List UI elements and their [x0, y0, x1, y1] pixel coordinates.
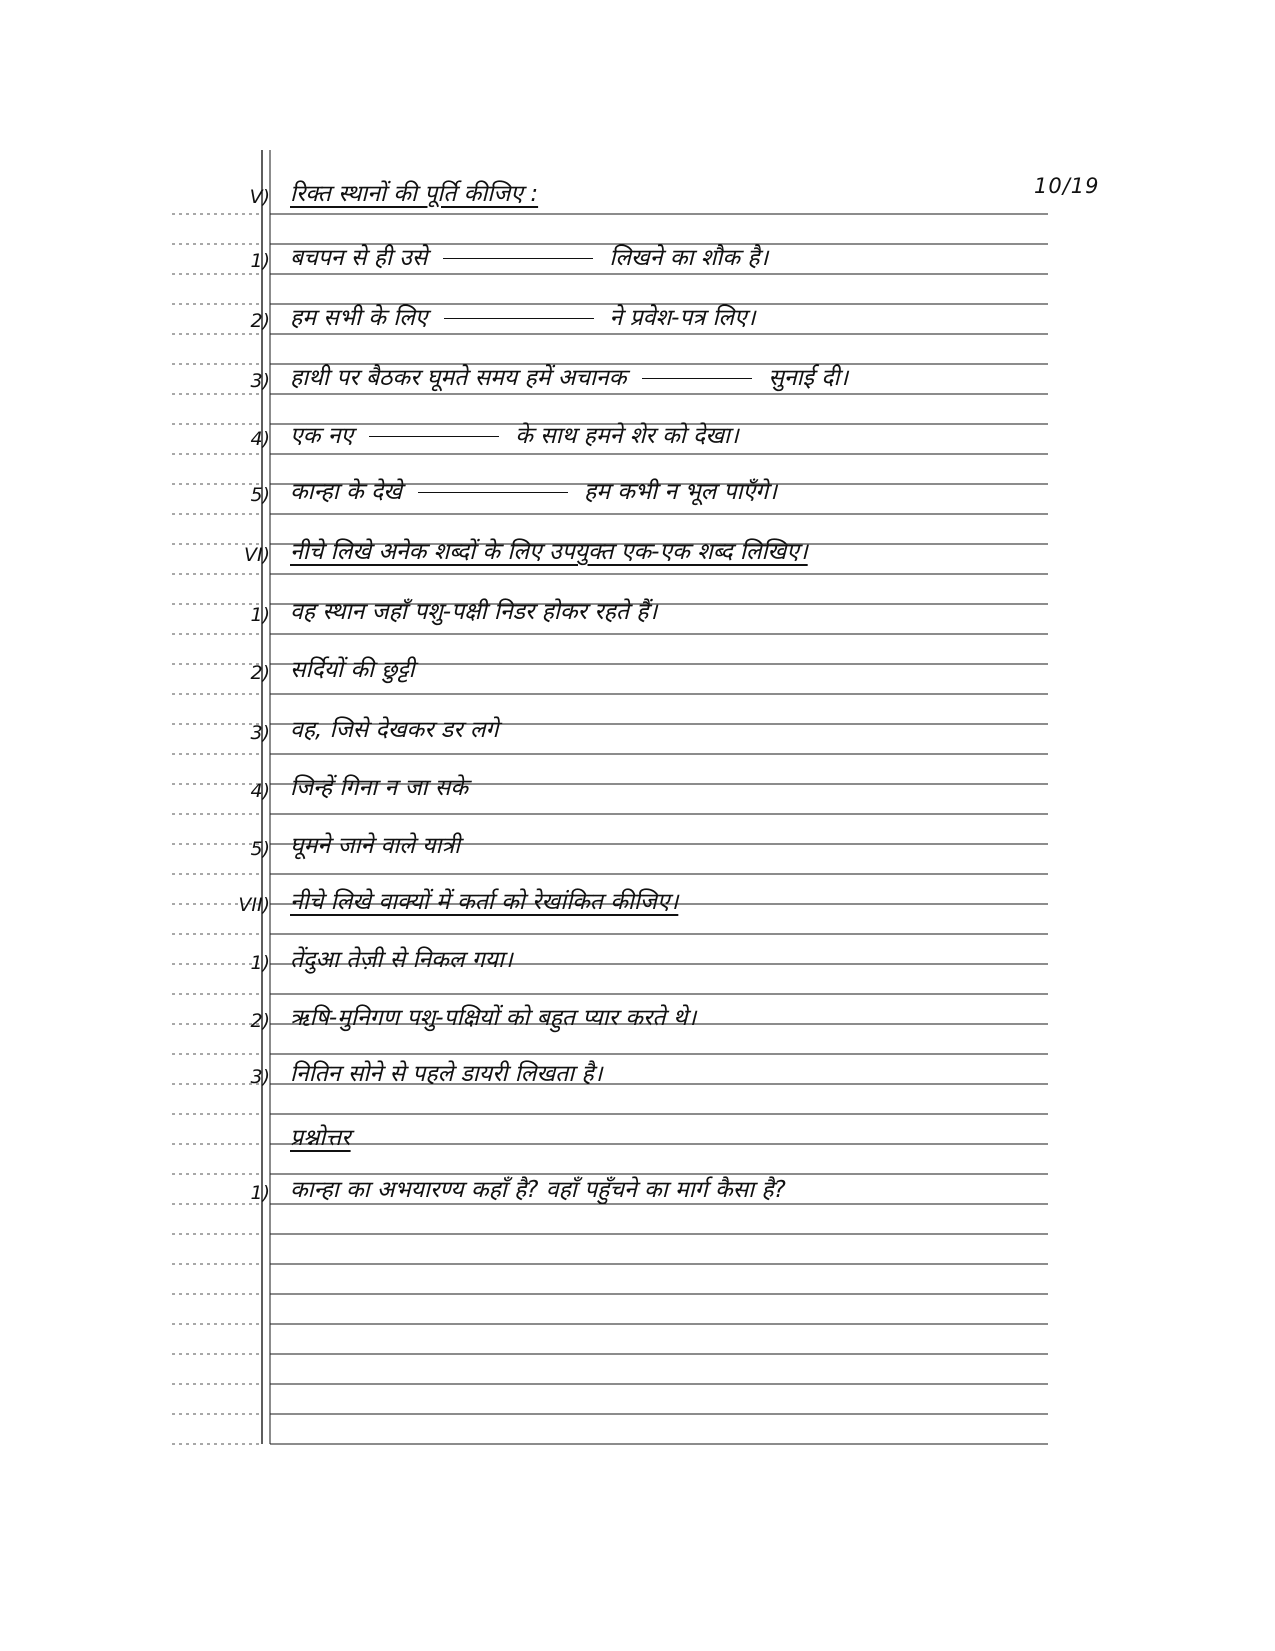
- item-number: 5): [250, 838, 270, 860]
- item-number: 2): [250, 1010, 270, 1032]
- blank-line: [642, 378, 752, 379]
- item-number: 3): [250, 370, 270, 392]
- fill-blank-item: [0, 300, 1275, 340]
- item-text: वह, जिसे देखकर डर लगे: [290, 717, 499, 743]
- section-number: V): [249, 186, 270, 208]
- text-after-blank: के साथ हमने शेर को देखा।: [515, 423, 739, 449]
- text-after-blank: लिखने का शौक है।: [609, 245, 769, 271]
- list-item: [0, 652, 1275, 692]
- text-after-blank: सुनाई दी।: [768, 365, 849, 391]
- section-heading-text: रिक्त स्थानों की पूर्ति कीजिए :: [290, 181, 539, 207]
- item-text: वह स्थान जहाँ पशु-पक्षी निडर होकर रहते हैं।: [290, 599, 658, 625]
- fill-blank-item: [0, 360, 1275, 400]
- text-before-blank: कान्हा के देखे: [290, 479, 402, 505]
- item-text: [290, 304, 755, 332]
- item-number: 2): [250, 310, 270, 332]
- fill-blank-item: [0, 418, 1275, 458]
- item-text: घूमने जाने वाले यात्री: [290, 833, 461, 859]
- item-number: 1): [250, 1182, 270, 1204]
- item-text: जिन्हें गिना न जा सके: [290, 775, 468, 801]
- item-number: 4): [250, 780, 270, 802]
- section-number: VII): [238, 894, 270, 916]
- item-text: [290, 244, 768, 272]
- section-number: VI): [243, 544, 270, 566]
- list-item: [0, 1000, 1275, 1040]
- item-number: 3): [250, 722, 270, 744]
- item-number: 4): [250, 428, 270, 450]
- list-item: [0, 1056, 1275, 1096]
- list-item: [0, 942, 1275, 982]
- section-heading-qa: [0, 1120, 1275, 1160]
- item-number: 1): [250, 952, 270, 974]
- text-after-blank: हम कभी न भूल पाएँगे।: [583, 479, 777, 505]
- item-number: 3): [250, 1066, 270, 1088]
- item-text: [290, 422, 739, 450]
- list-item: [0, 828, 1275, 868]
- item-number: 5): [250, 484, 270, 506]
- section-heading-text: नीचे लिखे वाक्यों में कर्ता को रेखांकित कीजिए।: [290, 889, 679, 915]
- item-text: तेंदुआ तेज़ी से निकल गया।: [290, 947, 513, 973]
- section-heading-vi: [0, 534, 1275, 574]
- text-before-blank: हम सभी के लिए: [290, 305, 428, 331]
- list-item: [0, 712, 1275, 752]
- item-number: 1): [250, 250, 270, 272]
- item-text: [290, 364, 848, 392]
- list-item: [0, 770, 1275, 810]
- section-heading-vii: [0, 884, 1275, 924]
- page-number: 10/19: [1034, 174, 1100, 198]
- item-text: नितिन सोने से पहले डायरी लिखता है।: [290, 1061, 603, 1087]
- item-text: सर्दियों की छुट्टी: [290, 657, 415, 683]
- text-before-blank: बचपन से ही उसे: [290, 245, 428, 271]
- item-text: [290, 478, 777, 506]
- blank-line: [444, 318, 594, 319]
- fill-blank-item: [0, 240, 1275, 280]
- list-item: [0, 1172, 1275, 1212]
- item-number: 2): [250, 662, 270, 684]
- fill-blank-item: [0, 474, 1275, 514]
- item-text: ऋषि-मुनिगण पशु-पक्षियों को बहुत प्यार करते थे।: [290, 1005, 697, 1031]
- item-number: 1): [250, 604, 270, 626]
- section-heading-v: [0, 176, 1275, 216]
- text-after-blank: ने प्रवेश-पत्र लिए।: [609, 305, 756, 331]
- blank-line: [443, 258, 593, 259]
- section-heading-text: नीचे लिखे अनेक शब्दों के लिए उपयुक्त एक-एक शब्द लिखिए।: [290, 539, 808, 565]
- list-item: [0, 594, 1275, 634]
- item-text: कान्हा का अभयारण्य कहाँ है? वहाँ पहुँचने का मार्ग कैसा है?: [290, 1177, 786, 1203]
- section-heading-text: प्रश्नोत्तर: [290, 1125, 351, 1151]
- blank-line: [418, 492, 568, 493]
- text-before-blank: एक नए: [290, 423, 354, 449]
- text-before-blank: हाथी पर बैठकर घूमते समय हमें अचानक: [290, 365, 627, 391]
- blank-line: [369, 436, 499, 437]
